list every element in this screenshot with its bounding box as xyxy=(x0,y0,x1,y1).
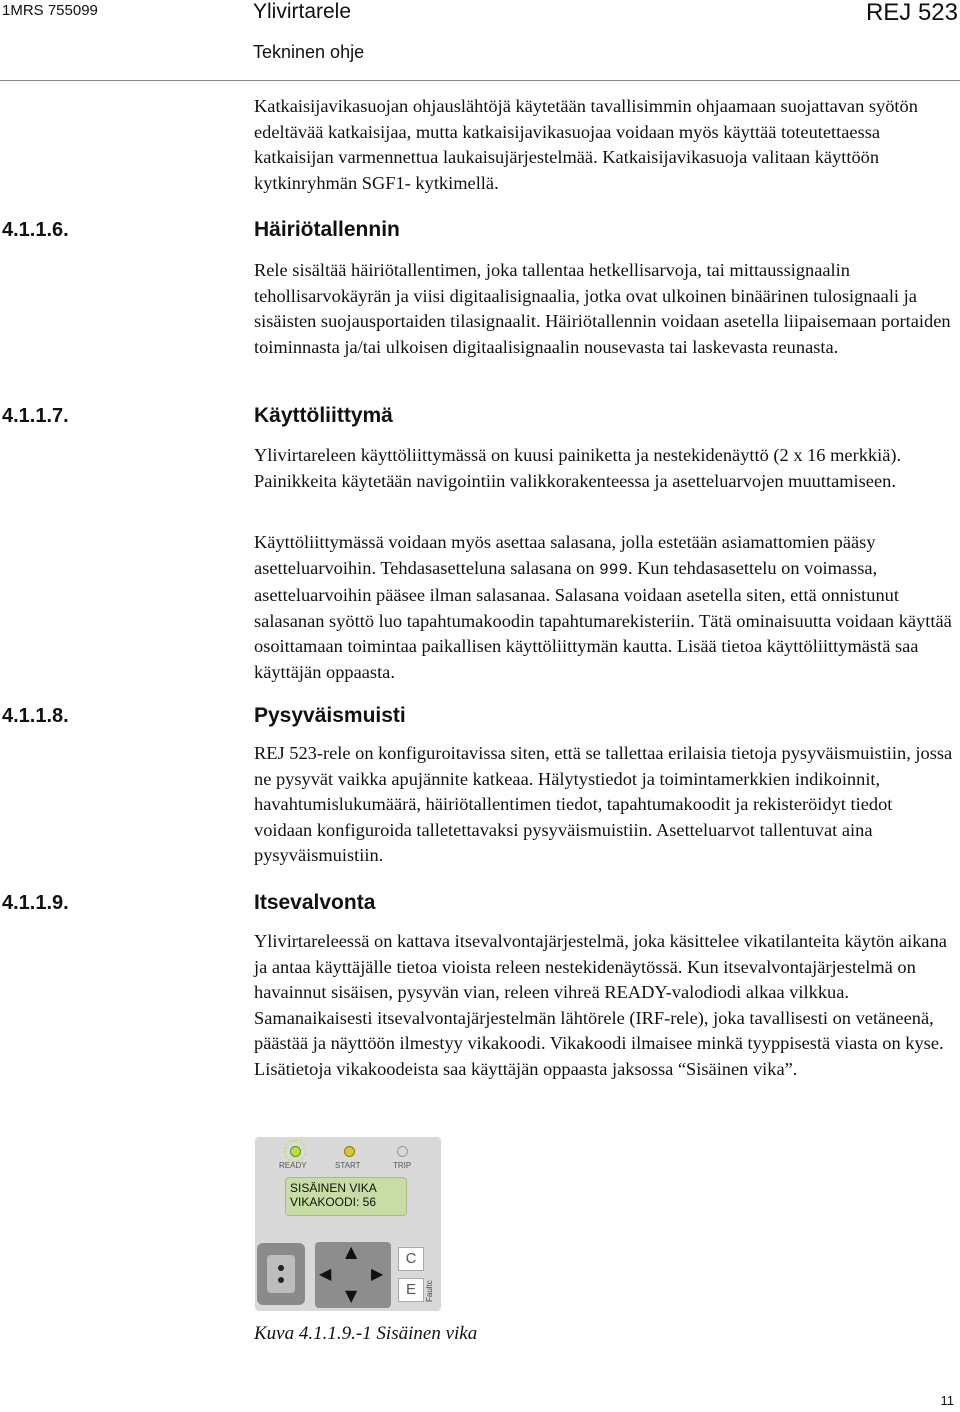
section-paragraph: Rele sisältää häiriötallentimen, joka tallentaa hetkellisarvoja, tai mittaussignaalin tehollisarvokäyrän ja viisi digitaalisignaalia, jotka ovat ulkoinen binäärinen tulosignaali ja sisäisten suojausportaiden tilasignaalit. Häiriötallennin voidaan asetella liipaisemaan portaiden toiminnasta ja/tai ulkoisen digitaalisignaalin nousevasta tai laskevasta reunasta. xyxy=(254,260,951,357)
dot-icon xyxy=(278,1277,284,1283)
section-title: Häiriötallennin xyxy=(254,218,400,241)
clear-key: C xyxy=(398,1247,424,1271)
figure-caption: Kuva 4.1.1.9.-1 Sisäinen vika xyxy=(254,1323,478,1344)
selector-button-face xyxy=(267,1255,295,1293)
section-number: 4.1.1.8. xyxy=(2,705,69,727)
arrow-up-icon: ▲ xyxy=(345,1242,358,1261)
navigation-pad xyxy=(315,1242,391,1308)
start-label: START xyxy=(335,1161,361,1170)
arrow-left-icon: ◀ xyxy=(319,1264,332,1283)
section-paragraph: Ylivirtareleen käyttöliittymässä on kuusi painiketta ja nestekidenäyttö (2 x 16 merkkiä). Painikkeita käytetään navigointiin valikkorakenteessa ja asetteluarvojen muuttamiseen. xyxy=(254,445,902,491)
document-title: Ylivirtarele xyxy=(253,0,352,23)
default-password: 999 xyxy=(599,560,628,579)
section-title: Pysyväismuisti xyxy=(254,704,406,727)
section-paragraph: REJ 523-rele on konfiguroitavissa siten, että se tallettaa erilaisia tietoja pysyväismuistiin, jossa ne pysyvät vaikka apujännite katkeaa. Hälytystiedot ja toimintamerkkien indikoinnit, havahtumislukumäärä, häiriötallentimen tiedot, tapahtumakoodit ja rekisteröidyt tiedot voidaan konfiguroida talletettavaksi pysyväismuistiin. Asetteluarvot tallentuvat aina pysyväismuistiin. xyxy=(254,743,953,865)
lcd-line-2: VIKAKOODI: 56 xyxy=(290,1195,377,1209)
section-title: Käyttöliittymä xyxy=(254,404,393,427)
arrow-right-icon: ▶ xyxy=(371,1264,384,1283)
document-code: 1MRS 755099 xyxy=(2,2,98,19)
password-paragraph xyxy=(254,530,954,685)
password-text-after: . Kun tehdasasettelu on voimassa, asetteluarvoihin pääsee ilman salasanaa. Salasana voidaan asetella siten, että onnistunut salasanan syöttö luo tapahtumakoodin tapahtumarekisteriin. Tätä ominaisuutta voidaan käyttää osoittamaan toimintaa paikallisen käyttöliittymän kautta. Lisää tietoa käyttöliittymästä saa käyttäjän oppaasta. xyxy=(254,557,952,682)
ready-led xyxy=(290,1146,301,1157)
section-paragraph: Ylivirtareleessä on kattava itsevalvontajärjestelmä, joka käsittelee vikatilanteita käytön aikana ja antaa käyttäjälle tietoa vioista releen nestekidenäytössä. Kun itsevalvontajärjestelmä on havainnut sisäisen, pysyvän vian, releen vihreä READY-valodiodi alkaa vilkkua. Samanaikaisesti itsevalvontajärjestelmän lähtörele (IRF-rele), joka tavallisesti on vetäneenä, päästää ja näyttöön ilmestyy vikakoodi. Vikakoodi ilmaisee minkä tyyppisestä viasta on kyse. Lisätietoja vikakoodeista saa käyttäjän oppaasta jaksossa “Sisäinen vika”. xyxy=(254,931,947,1079)
dot-icon xyxy=(278,1265,284,1271)
figure-tag: Faultc xyxy=(425,1280,434,1302)
enter-key: E xyxy=(398,1278,424,1302)
password-text-before: Käyttöliittymässä voidaan myös asettaa salasana, jolla estetään asiamattomien pääsy asetteluarvoihin. Tehdasasetteluna salasana on xyxy=(254,532,876,578)
selector-button xyxy=(257,1243,305,1305)
document-subtitle: Tekninen ohje xyxy=(253,42,365,62)
section-title: Itsevalvonta xyxy=(254,891,376,914)
product-name: REJ 523 xyxy=(865,0,958,26)
header-divider xyxy=(0,80,960,81)
section-number: 4.1.1.7. xyxy=(2,405,69,427)
trip-led xyxy=(397,1146,408,1157)
section-number: 4.1.1.6. xyxy=(2,219,69,241)
lcd-line-1: SISÄINEN VIKA xyxy=(290,1181,377,1195)
relay-front-panel-figure xyxy=(255,1137,441,1311)
ready-label: READY xyxy=(279,1161,307,1170)
trip-label: TRIP xyxy=(393,1161,412,1170)
arrow-down-icon: ▼ xyxy=(345,1286,358,1305)
lcd-display xyxy=(285,1177,407,1216)
intro-paragraph: Katkaisijavikasuojan ohjauslähtöjä käytetään tavallisimmin ohjaamaan suojattavan syötön edeltävää katkaisijaa, mutta katkaisijavikasuojaa voidaan myös käyttää toteutettaessa katkaisijan varmennettua laukaisujärjestelmää. Katkaisijavikasuoja valitaan käyttöön kytkinryhmän SGF1- kytkimellä. xyxy=(254,96,918,193)
start-led xyxy=(344,1146,355,1157)
page-number: 11 xyxy=(940,1393,954,1408)
section-number: 4.1.1.9. xyxy=(2,892,69,914)
